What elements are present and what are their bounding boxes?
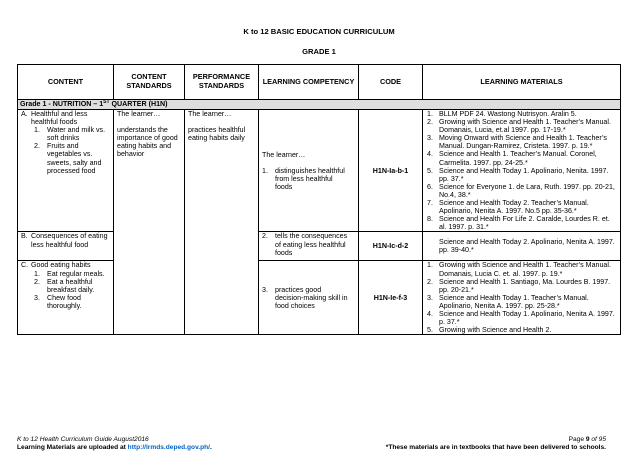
curriculum-table	[17, 64, 621, 335]
column-header-learning-competency: LEARNING COMPETENCY	[259, 65, 359, 100]
content-item: Eat regular meals.	[47, 269, 105, 278]
competency-text-3: practices good decision-making skill in food choices	[275, 285, 348, 310]
footer-upload-note: Learning Materials are uploaded at http://lrmds.deped.gov.ph/.	[17, 444, 212, 451]
material-item: Growing with Science and Health 2.	[439, 326, 552, 335]
material-item: Science and Health Today 1. Apolinario, Nenita A. 1997. p. 37.*	[439, 309, 615, 327]
table-row	[18, 110, 621, 232]
material-item: Growing with Science and Health 1. Teacher’s Manual. Domanais, Lucia C. et. al. 1997. p. 19.*	[439, 261, 611, 278]
material-item: BLLM PDF 24. Wastong Nutrisyon. Aralin 5.	[439, 110, 577, 118]
column-header-content: CONTENT	[18, 65, 114, 100]
competency-text-1: distinguishes healthful from less healthful foods	[275, 166, 345, 191]
competency-text-2: tells the consequences of eating less healthful foods	[275, 232, 348, 257]
content-title-a: Healthful and less healthful foods	[31, 110, 88, 127]
column-header-code: CODE	[359, 65, 423, 100]
material-item: Growing with Science and Health 1. Teacher’s Manual. Domanais, Lucia, et.al 1997. pp. 17-19.*	[439, 118, 611, 135]
table-row	[18, 232, 621, 261]
competency-cell-1: The learner… 1. distinguishes healthful from less healthful foods	[259, 110, 359, 232]
grade-title: GRADE 1	[302, 47, 336, 56]
code-cell-2: H1N-Ic-d-2	[359, 232, 423, 261]
material-item: Science and Health Today 2. Teacher’s Manual. Apolinario, Nenita A. 1997. No.5 pp. 35-36.*	[439, 199, 589, 216]
material-item: Science and Health Today 1. Apolinario, Nenita. 1997. pp. 37.*	[439, 166, 609, 183]
competency-cell-2: 2. tells the consequences of eating less healthful foods	[259, 232, 359, 261]
content-cell-b: B. Consequences of eating less healthful food	[18, 232, 114, 261]
materials-cell-2	[423, 232, 621, 261]
content-item: Water and milk vs. soft drinks	[47, 126, 106, 143]
content-cell-a: A. Healthful and less healthful foods 1. Water and milk vs. soft drinks 2. Fruits and vegetables vs. sweets, salty and processed food	[18, 110, 114, 232]
content-cell-c: C. Good eating habits 1. Eat regular meals. 2. Eat a healthful breakfast daily. 3. Chew food thoroughly.	[18, 261, 114, 335]
table-header-row	[18, 65, 621, 100]
content-item: Chew food thoroughly.	[47, 293, 82, 310]
code-cell-3: H1N-Ie-f-3	[359, 261, 423, 335]
code-cell-1: H1N-Ia-b-1	[359, 110, 423, 232]
content-standard-text: understands the importance of good eating habits and behavior	[117, 126, 178, 159]
section-row	[18, 100, 621, 110]
page-number: Page 9 of 95	[568, 436, 606, 443]
table-row	[18, 261, 621, 335]
document-title: K to 12 BASIC EDUCATION CURRICULUM	[243, 27, 395, 36]
content-item: Fruits and vegetables vs. sweets, salty and processed food	[47, 142, 102, 175]
content-standards-cell: The learner… understands the importance of good eating habits and behavior	[114, 110, 185, 335]
material-item: Moving Onward with Science and Health 1. Teacher’s Manual. Dungan-Ramirez, Cristeta. 1997. p. 19.*	[439, 134, 607, 151]
section-heading: Grade 1 - NUTRITION – 1ST QUARTER (H1N)	[18, 100, 621, 110]
materials-cell-1: 1. BLLM PDF 24. Wastong Nutrisyon. Aralin 5. 2. Growing with Science and Health 1. Teacher’s Manual. Domanais, Lucia, et.al 1997. pp. 17-19.* 3. Moving Onward with Science and Health 1. Teacher’s Manual. Dungan-Ramirez, Cristeta. 1997. p. 19.* 4. Science and Health 1. Teacher’s Manual. Coronel, Carmelita. 1997. pp. 24-25.* 5. Science and Health Today 1. Apolinario, Nenita. 1997. pp. 37.* 6. Science for Everyone 1. de Lara, Ruth. 1997. pp. 20-21, No.4, 38.* 7. Science and Health Today 2. Teacher’s Manual. Apolinario, Nenita A. 1997. No.5 pp. 35-36.* 8. Science and Health For Life 2. Caralde, Lourdes R. et. al. 1997. p. 31.*	[423, 110, 621, 232]
lrmds-link[interactable]: http://lrmds.deped.gov.ph/	[127, 444, 210, 451]
column-header-learning-materials: LEARNING MATERIALS	[423, 65, 621, 100]
competency-cell-3: 3. practices good decision-making skill in food choices	[259, 261, 359, 335]
content-title-c: Good eating habits	[31, 261, 91, 270]
material-item: Science and Health For Life 2. Caralde, Lourdes R. et. al. 1997. p. 31.*	[439, 215, 610, 232]
content-item: Eat a healthful breakfast daily.	[47, 277, 95, 294]
column-header-performance-standards: PERFORMANCE STANDARDS	[185, 65, 259, 100]
performance-standards-cell: The learner… practices healthful eating habits daily	[185, 110, 259, 335]
content-title-b: Consequences of eating less healthful food	[31, 232, 108, 249]
material-item: Science and Health Today 1. Teacher’s Manual. Apolinario, Nenita A. 1997. pp. 25-28.*	[439, 293, 589, 310]
performance-standard-text: practices healthful eating habits daily	[188, 126, 246, 143]
materials-cell-3: 1. Growing with Science and Health 1. Teacher’s Manual. Domanais, Lucia C. et. al. 1997. p. 19.* 2. Science and Health 1. Santiago, Ma. Lourdes B. 1997. pp. 20-21.* 3. Science and Health Today 1. Teacher’s Manual. Apolinario, Nenita A. 1997. pp. 25-28.* 4. Science and Health Today 1. Apolinario, Nenita A. 1997. p. 37.* 5. Growing with Science and Health 2.	[423, 261, 621, 335]
material-item: Science and Health 1. Santiago, Ma. Lourdes B. 1997. pp. 20-21.*	[439, 277, 611, 294]
column-header-content-standards: CONTENT STANDARDS	[114, 65, 185, 100]
footer-textbook-note: *These materials are in textbooks that have been delivered to schools.	[385, 444, 606, 451]
footer-guide-name: K to 12 Health Curriculum Guide August2016	[17, 436, 149, 443]
material-item: Science and Health Today 2. Apolinario, Nenita A. 1997. pp. 39-40.*	[439, 238, 615, 255]
material-item: Science for Everyone 1. de Lara, Ruth. 1997. pp. 20-21, No.4, 38.*	[439, 182, 615, 199]
material-item: Science and Health 1. Teacher’s Manual. Coronel, Carmelita. 1997. pp. 24-25.*	[439, 150, 597, 167]
